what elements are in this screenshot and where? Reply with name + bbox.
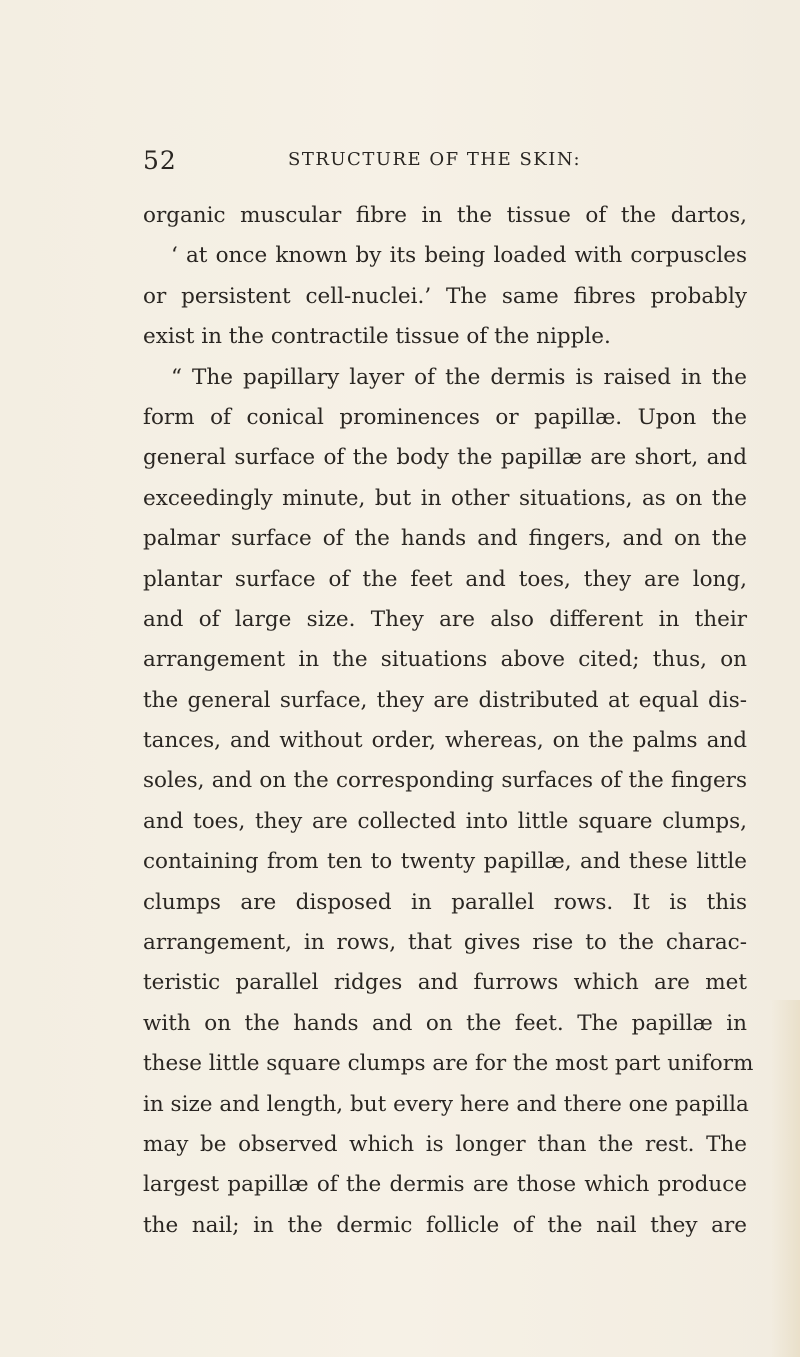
page-header (143, 146, 743, 186)
text-line: general surface of the body the papillæ are short, and (143, 445, 747, 471)
text-line: teristic parallel ridges and furrows which are met (143, 970, 747, 996)
text-line: ‘ at once known by its being loaded with corpuscles (171, 243, 747, 269)
text-line: containing from ten to twenty papillæ, and these little (143, 849, 747, 875)
page-edge-shadow (770, 1000, 800, 1357)
text-line: arrangement in the situations above cited; thus, on (143, 647, 747, 673)
text-line: may be observed which is longer than the rest. The (143, 1131, 747, 1157)
running-head: STRUCTURE OF THE SKIN: (288, 149, 582, 170)
text-line: the nail; in the dermic follicle of the nail they are (143, 1212, 747, 1238)
text-line: exceedingly minute, but in other situations, as on the (143, 485, 747, 511)
text-line: palmar surface of the hands and fingers, and on the (143, 526, 747, 552)
text-line: largest papillæ of the dermis are those which produce (143, 1172, 747, 1198)
text-line: the general surface, they are distributed at equal dis- (143, 687, 747, 713)
text-line: with on the hands and on the feet. The papillæ in (143, 1010, 747, 1036)
text-line: in size and length, but every here and there one papilla (143, 1091, 749, 1117)
page-number: 52 (143, 146, 177, 175)
text-line: and of large size. They are also different in their (143, 606, 747, 632)
text-line: soles, and on the corresponding surfaces of the fingers (143, 768, 747, 794)
text-line: these little square clumps are for the most part uniform (143, 1051, 754, 1077)
text-line: clumps are disposed in parallel rows. It is this (143, 889, 747, 915)
text-line: tances, and without order, whereas, on the palms and (143, 728, 747, 754)
text-line: exist in the contractile tissue of the nipple. (143, 324, 611, 350)
text-line: organic muscular fibre in the tissue of the dartos, (143, 203, 747, 228)
body-text (143, 196, 754, 1246)
text-line: or persistent cell-nuclei.’ The same fibres probably (143, 283, 747, 309)
text-line: “ The papillary layer of the dermis is raised in the (171, 364, 747, 390)
text-line: plantar surface of the feet and toes, they are long, (143, 566, 747, 592)
text-line: form of conical prominences or papillæ. Upon the (143, 404, 747, 430)
text-line: and toes, they are collected into little square clumps, (143, 808, 747, 834)
text-line: arrangement, in rows, that gives rise to the charac- (143, 930, 747, 956)
